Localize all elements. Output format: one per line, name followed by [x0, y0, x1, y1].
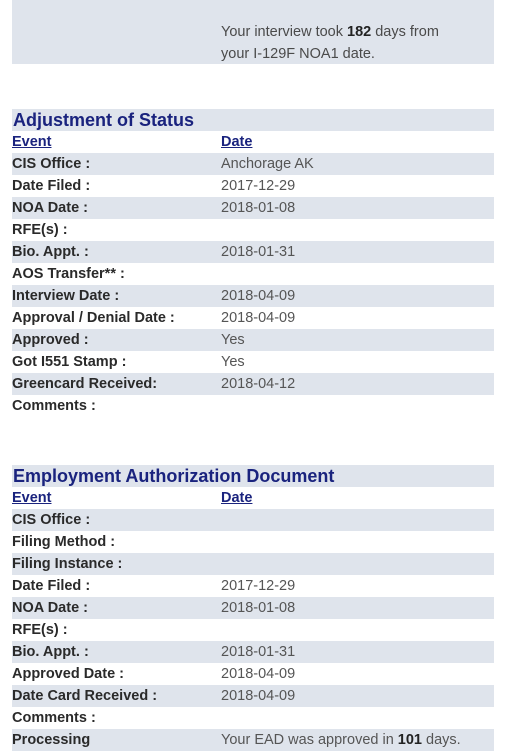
row-event: CIS Office :	[12, 156, 91, 172]
table-row	[12, 351, 494, 373]
table-row	[12, 175, 494, 197]
row-event: RFE(s) :	[12, 222, 68, 238]
table-row	[12, 263, 494, 285]
note-prefix: Your interview took	[221, 24, 348, 40]
row-event: Date Card Received :	[12, 688, 158, 704]
processing-days: 101	[397, 732, 422, 748]
row-event: Approval / Denial Date :	[12, 310, 175, 326]
table-row	[12, 373, 494, 395]
interview-timing-note	[12, 0, 494, 64]
row-value: 2018-04-09	[221, 288, 296, 304]
table-row	[12, 285, 494, 307]
ead-title: Employment Authorization Document	[12, 465, 494, 487]
row-value: 2017-12-29	[221, 178, 296, 194]
row-value: 2018-04-09	[221, 310, 296, 326]
table-row	[12, 641, 494, 663]
row-event: NOA Date :	[12, 600, 88, 616]
processing-value	[221, 729, 461, 751]
aos-header-date: Date	[221, 134, 253, 150]
row-value: 2018-01-31	[221, 244, 296, 260]
note-line2: your I-129F NOA1 date.	[221, 46, 375, 62]
table-row	[12, 307, 494, 329]
row-value: 2018-04-12	[221, 376, 296, 392]
processing-label: Processing	[12, 732, 91, 748]
table-row	[12, 153, 494, 175]
table-row	[12, 553, 494, 575]
ead-header-row	[12, 487, 494, 509]
table-row	[12, 219, 494, 241]
row-event: Bio. Appt. :	[12, 644, 89, 660]
table-row	[12, 395, 494, 417]
row-event: Bio. Appt. :	[12, 244, 89, 260]
row-event: NOA Date :	[12, 200, 88, 216]
table-row	[12, 707, 494, 729]
row-event: Date Filed :	[12, 578, 91, 594]
row-event: Got I551 Stamp :	[12, 354, 127, 370]
row-event: Filing Instance :	[12, 556, 123, 572]
interview-timing-text	[221, 21, 439, 65]
table-row	[12, 619, 494, 641]
row-event: CIS Office :	[12, 512, 91, 528]
aos-header-row	[12, 131, 494, 153]
row-value: 2018-04-09	[221, 666, 296, 682]
row-value: Yes	[221, 332, 245, 348]
row-event: Comments :	[12, 710, 96, 726]
row-event: Approved :	[12, 332, 89, 348]
table-row	[12, 531, 494, 553]
table-row	[12, 197, 494, 219]
row-event: AOS Transfer** :	[12, 266, 125, 282]
aos-section	[12, 109, 494, 417]
processing-suffix: days.	[422, 732, 461, 748]
row-event: Filing Method :	[12, 534, 116, 550]
row-value: 2018-01-08	[221, 600, 296, 616]
aos-header-event: Event	[12, 134, 52, 150]
row-event: RFE(s) :	[12, 622, 68, 638]
row-event: Greencard Received:	[12, 376, 158, 392]
table-row	[12, 685, 494, 707]
table-row	[12, 597, 494, 619]
ead-section	[12, 465, 494, 751]
processing-prefix: Your EAD was approved in	[221, 732, 398, 748]
row-event: Approved Date :	[12, 666, 124, 682]
aos-title: Adjustment of Status	[12, 109, 494, 131]
ead-header-event: Event	[12, 490, 52, 506]
row-value: 2018-01-31	[221, 644, 296, 660]
table-row	[12, 329, 494, 351]
row-value: 2017-12-29	[221, 578, 296, 594]
table-row	[12, 575, 494, 597]
table-row	[12, 509, 494, 531]
table-row	[12, 663, 494, 685]
row-event: Date Filed :	[12, 178, 91, 194]
ead-processing-row	[12, 729, 494, 751]
row-value: Anchorage AK	[221, 156, 314, 172]
row-value: 2018-01-08	[221, 200, 296, 216]
row-value: Yes	[221, 354, 245, 370]
note-days: 182	[347, 24, 372, 40]
note-suffix: days from	[371, 24, 439, 40]
row-event: Interview Date :	[12, 288, 120, 304]
row-event: Comments :	[12, 398, 96, 414]
ead-header-date: Date	[221, 490, 253, 506]
table-row	[12, 241, 494, 263]
row-value: 2018-04-09	[221, 688, 296, 704]
